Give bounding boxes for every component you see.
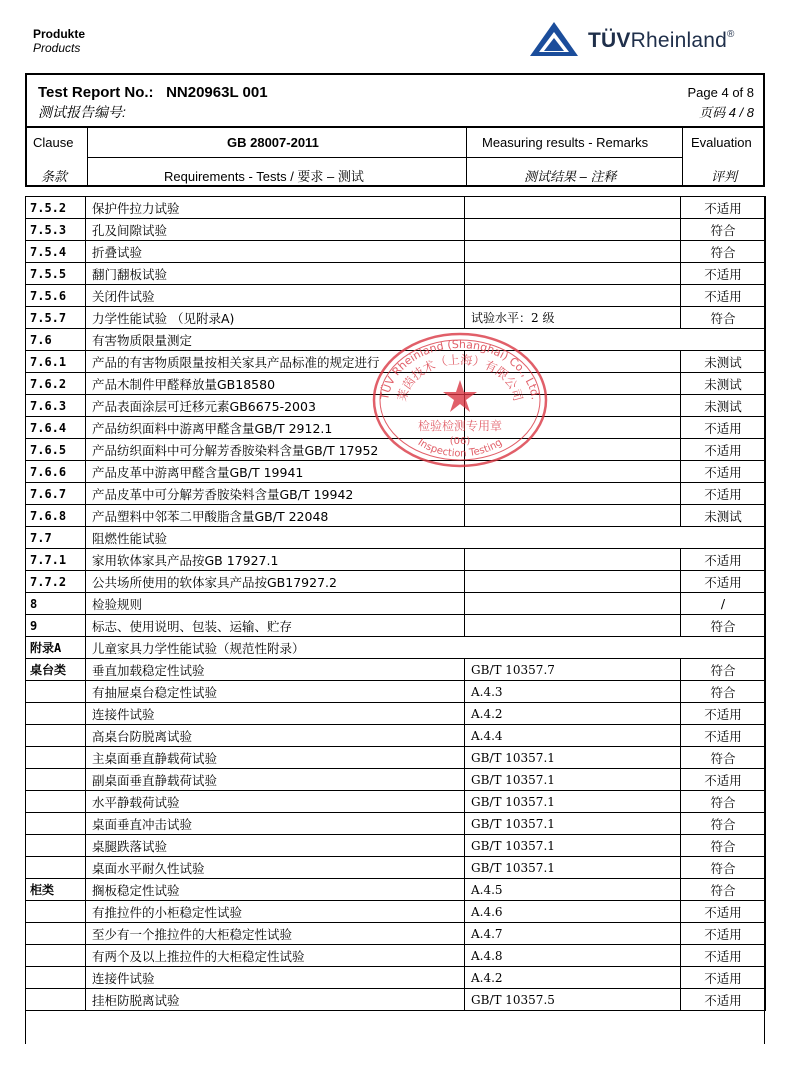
stamp-dept: 检验检测专用章 [417, 419, 503, 433]
table-row [26, 615, 766, 637]
clause-cell [26, 967, 86, 989]
evaluation-cell: 未测试 [681, 351, 766, 373]
measuring-cell [465, 505, 681, 527]
requirement-cell: 连接件试验 [86, 703, 465, 725]
requirement-cell: 副桌面垂直静载荷试验 [86, 769, 465, 791]
evaluation-cell: 不适用 [681, 263, 766, 285]
measuring-cell [465, 351, 681, 373]
table-row [26, 307, 766, 329]
requirement-cell: 桌面垂直冲击试验 [86, 813, 465, 835]
col-evaluation: Evaluation [691, 135, 752, 150]
requirement-cell: 力学性能试验 （见附录A) [86, 307, 465, 329]
measuring-cell: GB/T 10357.5 [465, 989, 681, 1011]
measuring-cell [465, 615, 681, 637]
evaluation-cell: 符合 [681, 835, 766, 857]
table-row [26, 637, 766, 659]
tuv-triangle-icon [528, 20, 580, 58]
requirement-cell: 挂柜防脱离试验 [86, 989, 465, 1011]
table-row [26, 703, 766, 725]
requirement-cell: 产品皮革中可分解芳香胺染料含量GB/T 19942 [86, 483, 465, 505]
evaluation-cell: 不适用 [681, 945, 766, 967]
clause-cell [26, 923, 86, 945]
measuring-cell: GB/T 10357.1 [465, 747, 681, 769]
evaluation-cell: 符合 [681, 241, 766, 263]
measuring-cell [465, 263, 681, 285]
requirement-cell: 有两个及以上推拉件的大柜稳定性试验 [86, 945, 465, 967]
measuring-cell: A.4.8 [465, 945, 681, 967]
requirement-cell: 桌腿跌落试验 [86, 835, 465, 857]
measuring-cell: GB/T 10357.1 [465, 857, 681, 879]
evaluation-cell: 符合 [681, 307, 766, 329]
clause-cell: 7.6.4 [26, 417, 86, 439]
requirement-cell: 折叠试验 [86, 241, 465, 263]
requirement-cell: 高桌台防脱离试验 [86, 725, 465, 747]
clause-cell: 7.5.5 [26, 263, 86, 285]
measuring-cell: A.4.2 [465, 703, 681, 725]
measuring-cell [465, 219, 681, 241]
table-row [26, 219, 766, 241]
measuring-cell [465, 593, 681, 615]
clause-cell: 7.5.6 [26, 285, 86, 307]
table-row [26, 461, 766, 483]
table-row [26, 505, 766, 527]
col-measuring: Measuring results - Remarks [482, 135, 649, 150]
clause-cell: 7.5.4 [26, 241, 86, 263]
requirement-cell: 标志、使用说明、包装、运输、贮存 [86, 615, 465, 637]
table-row [26, 747, 766, 769]
measuring-cell [465, 549, 681, 571]
evaluation-cell: 不适用 [681, 901, 766, 923]
table-row [26, 857, 766, 879]
clause-cell [26, 769, 86, 791]
evaluation-cell: 不适用 [681, 923, 766, 945]
measuring-cell: GB/T 10357.7 [465, 659, 681, 681]
col-evaluation-cn: 评判 [711, 169, 738, 184]
evaluation-cell: 符合 [681, 681, 766, 703]
report-title-cn: 测试报告编号: [38, 104, 126, 120]
evaluation-cell: / [681, 593, 766, 615]
measuring-cell: 试验水平：2 级 [465, 307, 681, 329]
table-row [26, 285, 766, 307]
requirement-cell: 搁板稳定性试验 [86, 879, 465, 901]
table-row [26, 241, 766, 263]
col-requirements: Requirements - Tests / 要求 – 测试 [164, 169, 364, 184]
evaluation-cell: 符合 [681, 659, 766, 681]
evaluation-cell: 不适用 [681, 571, 766, 593]
requirement-cell: 水平静载荷试验 [86, 791, 465, 813]
clause-cell: 7.6.6 [26, 461, 86, 483]
table-row [26, 395, 766, 417]
clause-cell: 9 [26, 615, 86, 637]
table-row [26, 417, 766, 439]
clause-cell [26, 857, 86, 879]
clause-cell: 7.6.5 [26, 439, 86, 461]
clause-cell [26, 813, 86, 835]
table-row [26, 923, 766, 945]
table-row [26, 483, 766, 505]
evaluation-cell: 不适用 [681, 549, 766, 571]
measuring-cell [465, 373, 681, 395]
report-title-row [27, 75, 763, 128]
table-row [26, 901, 766, 923]
measuring-cell: A.4.5 [465, 879, 681, 901]
table-row [26, 439, 766, 461]
clause-cell: 附录A [26, 637, 86, 659]
evaluation-cell: 不适用 [681, 461, 766, 483]
requirement-cell: 有推拉件的小柜稳定性试验 [86, 901, 465, 923]
report-title: Test Report No.: NN20963L 001 [38, 84, 268, 101]
clause-cell: 7.7.2 [26, 571, 86, 593]
col-standard: GB 28007-2011 [227, 135, 319, 150]
col-clause: Clause [33, 135, 74, 150]
clause-cell [26, 989, 86, 1011]
measuring-cell: A.4.2 [465, 967, 681, 989]
table-row [26, 263, 766, 285]
requirement-cell: 垂直加载稳定性试验 [86, 659, 465, 681]
table-row [26, 197, 766, 219]
requirement-cell: 有害物质限量测定 [86, 329, 766, 351]
measuring-cell [465, 285, 681, 307]
requirement-cell: 产品表面涂层可迁移元素GB6675-2003 [86, 395, 465, 417]
clause-cell: 7.6.2 [26, 373, 86, 395]
requirement-cell: 阻燃性能试验 [86, 527, 766, 549]
table-row [26, 989, 766, 1011]
requirement-cell: 翻门翻板试验 [86, 263, 465, 285]
requirement-cell: 至少有一个推拉件的大柜稳定性试验 [86, 923, 465, 945]
clause-cell [26, 901, 86, 923]
table-row [26, 725, 766, 747]
tuv-wordmark: TÜVRheinland® [588, 29, 735, 52]
measuring-cell [465, 395, 681, 417]
requirement-cell: 保护件拉力试验 [86, 197, 465, 219]
clause-cell [26, 791, 86, 813]
table-row [26, 813, 766, 835]
clause-cell: 7.7.1 [26, 549, 86, 571]
table-row [26, 945, 766, 967]
table-row [26, 571, 766, 593]
clause-cell [26, 703, 86, 725]
clause-cell: 7.6.8 [26, 505, 86, 527]
requirement-cell: 主桌面垂直静载荷试验 [86, 747, 465, 769]
requirement-cell: 检验规则 [86, 593, 465, 615]
evaluation-cell: 符合 [681, 791, 766, 813]
requirement-cell: 关闭件试验 [86, 285, 465, 307]
evaluation-cell: 未测试 [681, 373, 766, 395]
clause-cell: 7.5.7 [26, 307, 86, 329]
table-row [26, 791, 766, 813]
measuring-cell: A.4.6 [465, 901, 681, 923]
table-row [26, 329, 766, 351]
col-clause-cn: 条款 [41, 169, 68, 184]
clause-cell: 7.5.2 [26, 197, 86, 219]
evaluation-cell: 不适用 [681, 725, 766, 747]
clause-cell: 桌台类 [26, 659, 86, 681]
table-row [26, 835, 766, 857]
table-row [26, 527, 766, 549]
evaluation-cell: 符合 [681, 813, 766, 835]
measuring-cell: A.4.7 [465, 923, 681, 945]
measuring-cell: GB/T 10357.1 [465, 835, 681, 857]
clause-cell: 柜类 [26, 879, 86, 901]
test-results-table [25, 196, 765, 1011]
tuv-logo [528, 20, 768, 60]
measuring-cell: A.4.4 [465, 725, 681, 747]
table-row [26, 549, 766, 571]
page-number: Page 4 of 8 [687, 85, 754, 100]
table-row [26, 879, 766, 901]
clause-cell: 7.6.1 [26, 351, 86, 373]
evaluation-cell: 不适用 [681, 703, 766, 725]
clause-cell: 7.6 [26, 329, 86, 351]
requirement-cell: 产品塑料中邻苯二甲酸脂含量GB/T 22048 [86, 505, 465, 527]
evaluation-cell: 符合 [681, 879, 766, 901]
evaluation-cell: 未测试 [681, 505, 766, 527]
evaluation-cell: 未测试 [681, 395, 766, 417]
evaluation-cell: 不适用 [681, 197, 766, 219]
evaluation-cell: 不适用 [681, 417, 766, 439]
stamp-outer-text: TÜV Rheinland (Shanghai) Co., Ltd. [378, 337, 542, 401]
report-header [25, 73, 765, 187]
table-row [26, 681, 766, 703]
requirement-cell: 孔及间隙试验 [86, 219, 465, 241]
measuring-cell [465, 571, 681, 593]
measuring-cell [465, 461, 681, 483]
evaluation-cell: 不适用 [681, 967, 766, 989]
table-row [26, 351, 766, 373]
requirement-cell: 连接件试验 [86, 967, 465, 989]
measuring-cell [465, 483, 681, 505]
requirement-cell: 桌面水平耐久性试验 [86, 857, 465, 879]
clause-cell [26, 945, 86, 967]
requirement-cell: 儿童家具力学性能试验（规范性附录） [86, 637, 766, 659]
requirement-cell: 产品木制件甲醛释放量GB18580 [86, 373, 465, 395]
measuring-cell: GB/T 10357.1 [465, 791, 681, 813]
clause-cell: 7.5.3 [26, 219, 86, 241]
requirement-cell: 产品纺织面料中游离甲醛含量GB/T 2912.1 [86, 417, 465, 439]
requirement-cell: 家用软体家具产品按GB 17927.1 [86, 549, 465, 571]
clause-cell [26, 725, 86, 747]
stamp-inner-text: 莱茵技术（上海）有限公司 [394, 352, 526, 403]
evaluation-cell: 不适用 [681, 285, 766, 307]
requirement-cell: 产品皮革中游离甲醛含量GB/T 19941 [86, 461, 465, 483]
measuring-cell [465, 197, 681, 219]
measuring-cell [465, 241, 681, 263]
clause-cell [26, 747, 86, 769]
clause-cell: 8 [26, 593, 86, 615]
col-measuring-cn: 测试结果 – 注释 [524, 169, 617, 184]
measuring-cell: GB/T 10357.1 [465, 769, 681, 791]
table-row [26, 593, 766, 615]
clause-cell [26, 835, 86, 857]
stamp-bottom-text: Inspection Testing [415, 437, 505, 460]
requirement-cell: 产品的有害物质限量按相关家具产品标准的规定进行 [86, 351, 465, 373]
table-row [26, 967, 766, 989]
requirement-cell: 有抽屉桌台稳定性试验 [86, 681, 465, 703]
table-row [26, 769, 766, 791]
evaluation-cell: 不适用 [681, 989, 766, 1011]
stamp-code: (06) [449, 436, 471, 447]
clause-cell [26, 681, 86, 703]
produkte-text: Produkte [33, 27, 86, 41]
table-row [26, 659, 766, 681]
measuring-cell: GB/T 10357.1 [465, 813, 681, 835]
measuring-cell: A.4.3 [465, 681, 681, 703]
measuring-cell [465, 417, 681, 439]
evaluation-cell: 不适用 [681, 439, 766, 461]
evaluation-cell: 不适用 [681, 769, 766, 791]
evaluation-cell: 符合 [681, 747, 766, 769]
clause-cell: 7.7 [26, 527, 86, 549]
requirement-cell: 产品纺织面料中可分解芳香胺染料含量GB/T 17952 [86, 439, 465, 461]
requirement-cell: 公共场所使用的软体家具产品按GB17927.2 [86, 571, 465, 593]
produkte-label [33, 27, 85, 55]
products-text: Products [33, 41, 81, 55]
clause-cell: 7.6.3 [26, 395, 86, 417]
evaluation-cell: 不适用 [681, 483, 766, 505]
measuring-cell [465, 439, 681, 461]
clause-cell: 7.6.7 [26, 483, 86, 505]
evaluation-cell: 符合 [681, 219, 766, 241]
evaluation-cell: 符合 [681, 615, 766, 637]
page-number-cn: 页码 4 / 8 [699, 105, 754, 120]
table-row [26, 373, 766, 395]
evaluation-cell: 符合 [681, 857, 766, 879]
